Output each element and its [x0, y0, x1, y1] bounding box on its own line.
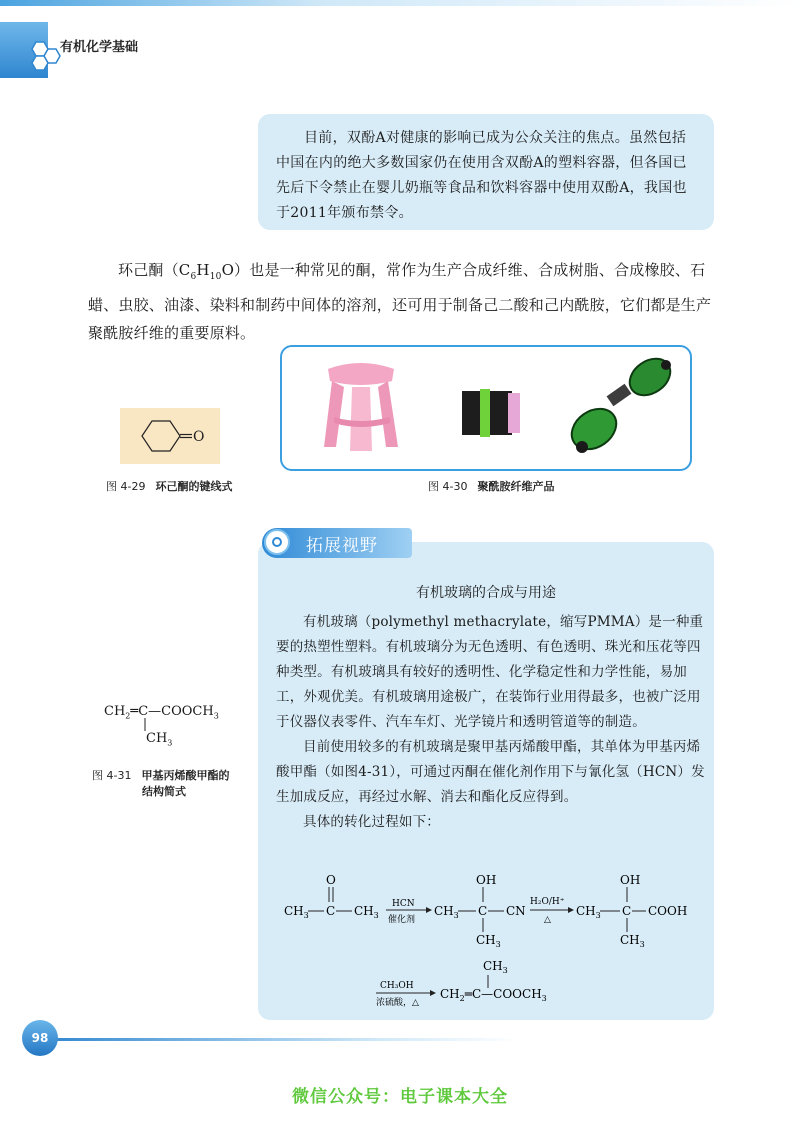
reagent-conc-sulfuric: 浓硫酸，△: [376, 998, 419, 1008]
ester-top-ch3: $CH_3$: [483, 959, 508, 975]
branch-sub-3: 3: [167, 738, 173, 748]
formula-ch2: CH: [104, 704, 126, 719]
acid-bottom-ch3: $CH_3$: [620, 933, 645, 949]
para-sub-6: 6: [190, 272, 197, 282]
acid-c: C: [622, 904, 632, 918]
para-mid: H: [196, 261, 210, 279]
pink-stool-icon: [324, 363, 398, 451]
pmma-paragraph-3: 具体的转化过程如下：: [303, 814, 440, 830]
acid-cooh: COOH: [648, 904, 688, 918]
figure-4-31-title-line1: 甲基丙烯酸甲酯的: [141, 769, 230, 782]
figure-4-30-title: 聚酰胺纤维产品: [477, 480, 555, 493]
extend-section-title: 有机玻璃的合成与用途: [416, 585, 556, 601]
figure-4-31-caption: [92, 768, 229, 800]
acid-oh: OH: [620, 873, 641, 887]
para-lead: 环己酮（C: [118, 261, 191, 279]
mma-branch-methyl: [146, 731, 172, 748]
cyclohexanone-paragraph: [88, 256, 720, 347]
info-box-text: 目前，双酚A对健康的影响已成为公众关注的焦点。虽然包括中国在内的绝大多数国家仍在使用含双酚A的塑料容器，但各国已先后下令禁止在婴儿奶瓶等食品和饮料容器中使用双酚A，我国也于2011年颁布禁令。: [276, 130, 687, 221]
page-number: 98: [22, 1020, 58, 1056]
figure-4-29-title: 环己酮的键线式: [155, 480, 233, 493]
hexagon-logo-icon: [26, 40, 64, 74]
green-skateboard-icon: [564, 351, 677, 457]
extend-section-body: [276, 610, 706, 835]
bisphenol-info-box: [258, 114, 714, 230]
branch-ch: CH: [146, 731, 168, 746]
cyanohydrin-oh: OH: [476, 873, 497, 887]
para-rest: O）也是一种常见的酮，常作为生产合成纤维、合成树脂、合成橡胶、石蜡、虫胶、油漆、染料和制药中间体的溶剂，还可用于制备己二酸和己内酰胺，它们都是生产聚酰胺纤维的重要原料。: [88, 261, 712, 342]
formula-sub-2: 2: [125, 711, 131, 721]
header-title: 有机化学基础: [60, 40, 139, 55]
watermark-text: 微信公众号：电子课本大全: [292, 1087, 508, 1107]
para-sub-10: 10: [209, 272, 222, 282]
reagent-heat-1: △: [544, 915, 551, 925]
cyanohydrin-cn: CN: [506, 904, 526, 918]
figure-4-30-number: 图 4-30: [428, 480, 468, 493]
ester-product: $CH_2═C—COOCH_3$: [440, 987, 547, 1003]
figure-4-30-caption: [428, 478, 554, 494]
figure-4-29-number: 图 4-29: [106, 480, 146, 493]
reagent-catalyst: 催化剂: [388, 915, 416, 925]
extend-tab-label: 拓展视野: [306, 536, 378, 556]
cyanohydrin-left-ch3: $CH_3$: [434, 904, 459, 920]
acid-left-ch3: $CH_3$: [576, 904, 601, 920]
figure-4-29-caption: [106, 478, 232, 494]
figure-4-31-number: 图 4-31: [92, 769, 132, 782]
polyamide-products-photo: [282, 347, 690, 469]
header-band: [0, 0, 800, 6]
pmma-paragraph-2: 目前使用较多的有机玻璃是聚甲基丙烯酸甲酯，其单体为甲基丙烯酸甲酯（如图4-31），可通过丙酮在催化剂作用下与氰化氢（HCN）发生加成反应，再经过水解、消去和酯化反应得到。: [276, 739, 705, 805]
cyclohexanone-skeletal-figure: [120, 408, 220, 464]
mma-structural-formula: [104, 704, 219, 721]
extend-tab: [262, 528, 412, 558]
acetone-c: C: [326, 904, 336, 918]
formula-main-chain: ═C—COOCH: [130, 704, 214, 719]
reagent-h2o-h: H₂O/H⁺: [530, 897, 565, 907]
formula-sub-3: 3: [213, 711, 219, 721]
pmma-synthesis-reaction: [280, 872, 710, 1012]
footer-line: [40, 1038, 520, 1041]
cyanohydrin-c: C: [478, 904, 488, 918]
acetone-left-ch3: $CH_3$: [284, 904, 309, 920]
acetone-o: O: [326, 873, 336, 887]
formula-branch-bond: [140, 718, 150, 732]
figure-4-31-title-line2: 结构简式: [142, 785, 186, 798]
cyanohydrin-bottom-ch3: $CH_3$: [476, 933, 501, 949]
roller-product-icon: [462, 389, 520, 437]
pmma-paragraph-1: 有机玻璃（polymethyl methacrylate，缩写PMMA）是一种重要的热塑性塑料。有机玻璃分为无色透明、有色透明、珠光和压花等四种类型。有机玻璃具有较好的透明性、化学稳定性和力学性能，易加工，外观优美。有机玻璃用途极广，在装饰行业用得最多，也被广泛用于仪器仪表零件、汽车车灯、光学镜片和透明管道等的制造。: [276, 614, 704, 730]
cyclohexanone-structure-icon: [120, 408, 220, 464]
polyamide-products-figure: [280, 345, 692, 471]
reagent-hcn: HCN: [392, 899, 415, 909]
acetone-right-ch3: $CH_3$: [354, 904, 379, 920]
carbonyl-o-label: O: [193, 429, 205, 445]
eye-icon: [264, 529, 290, 555]
reagent-methanol: CH₃OH: [380, 981, 414, 991]
